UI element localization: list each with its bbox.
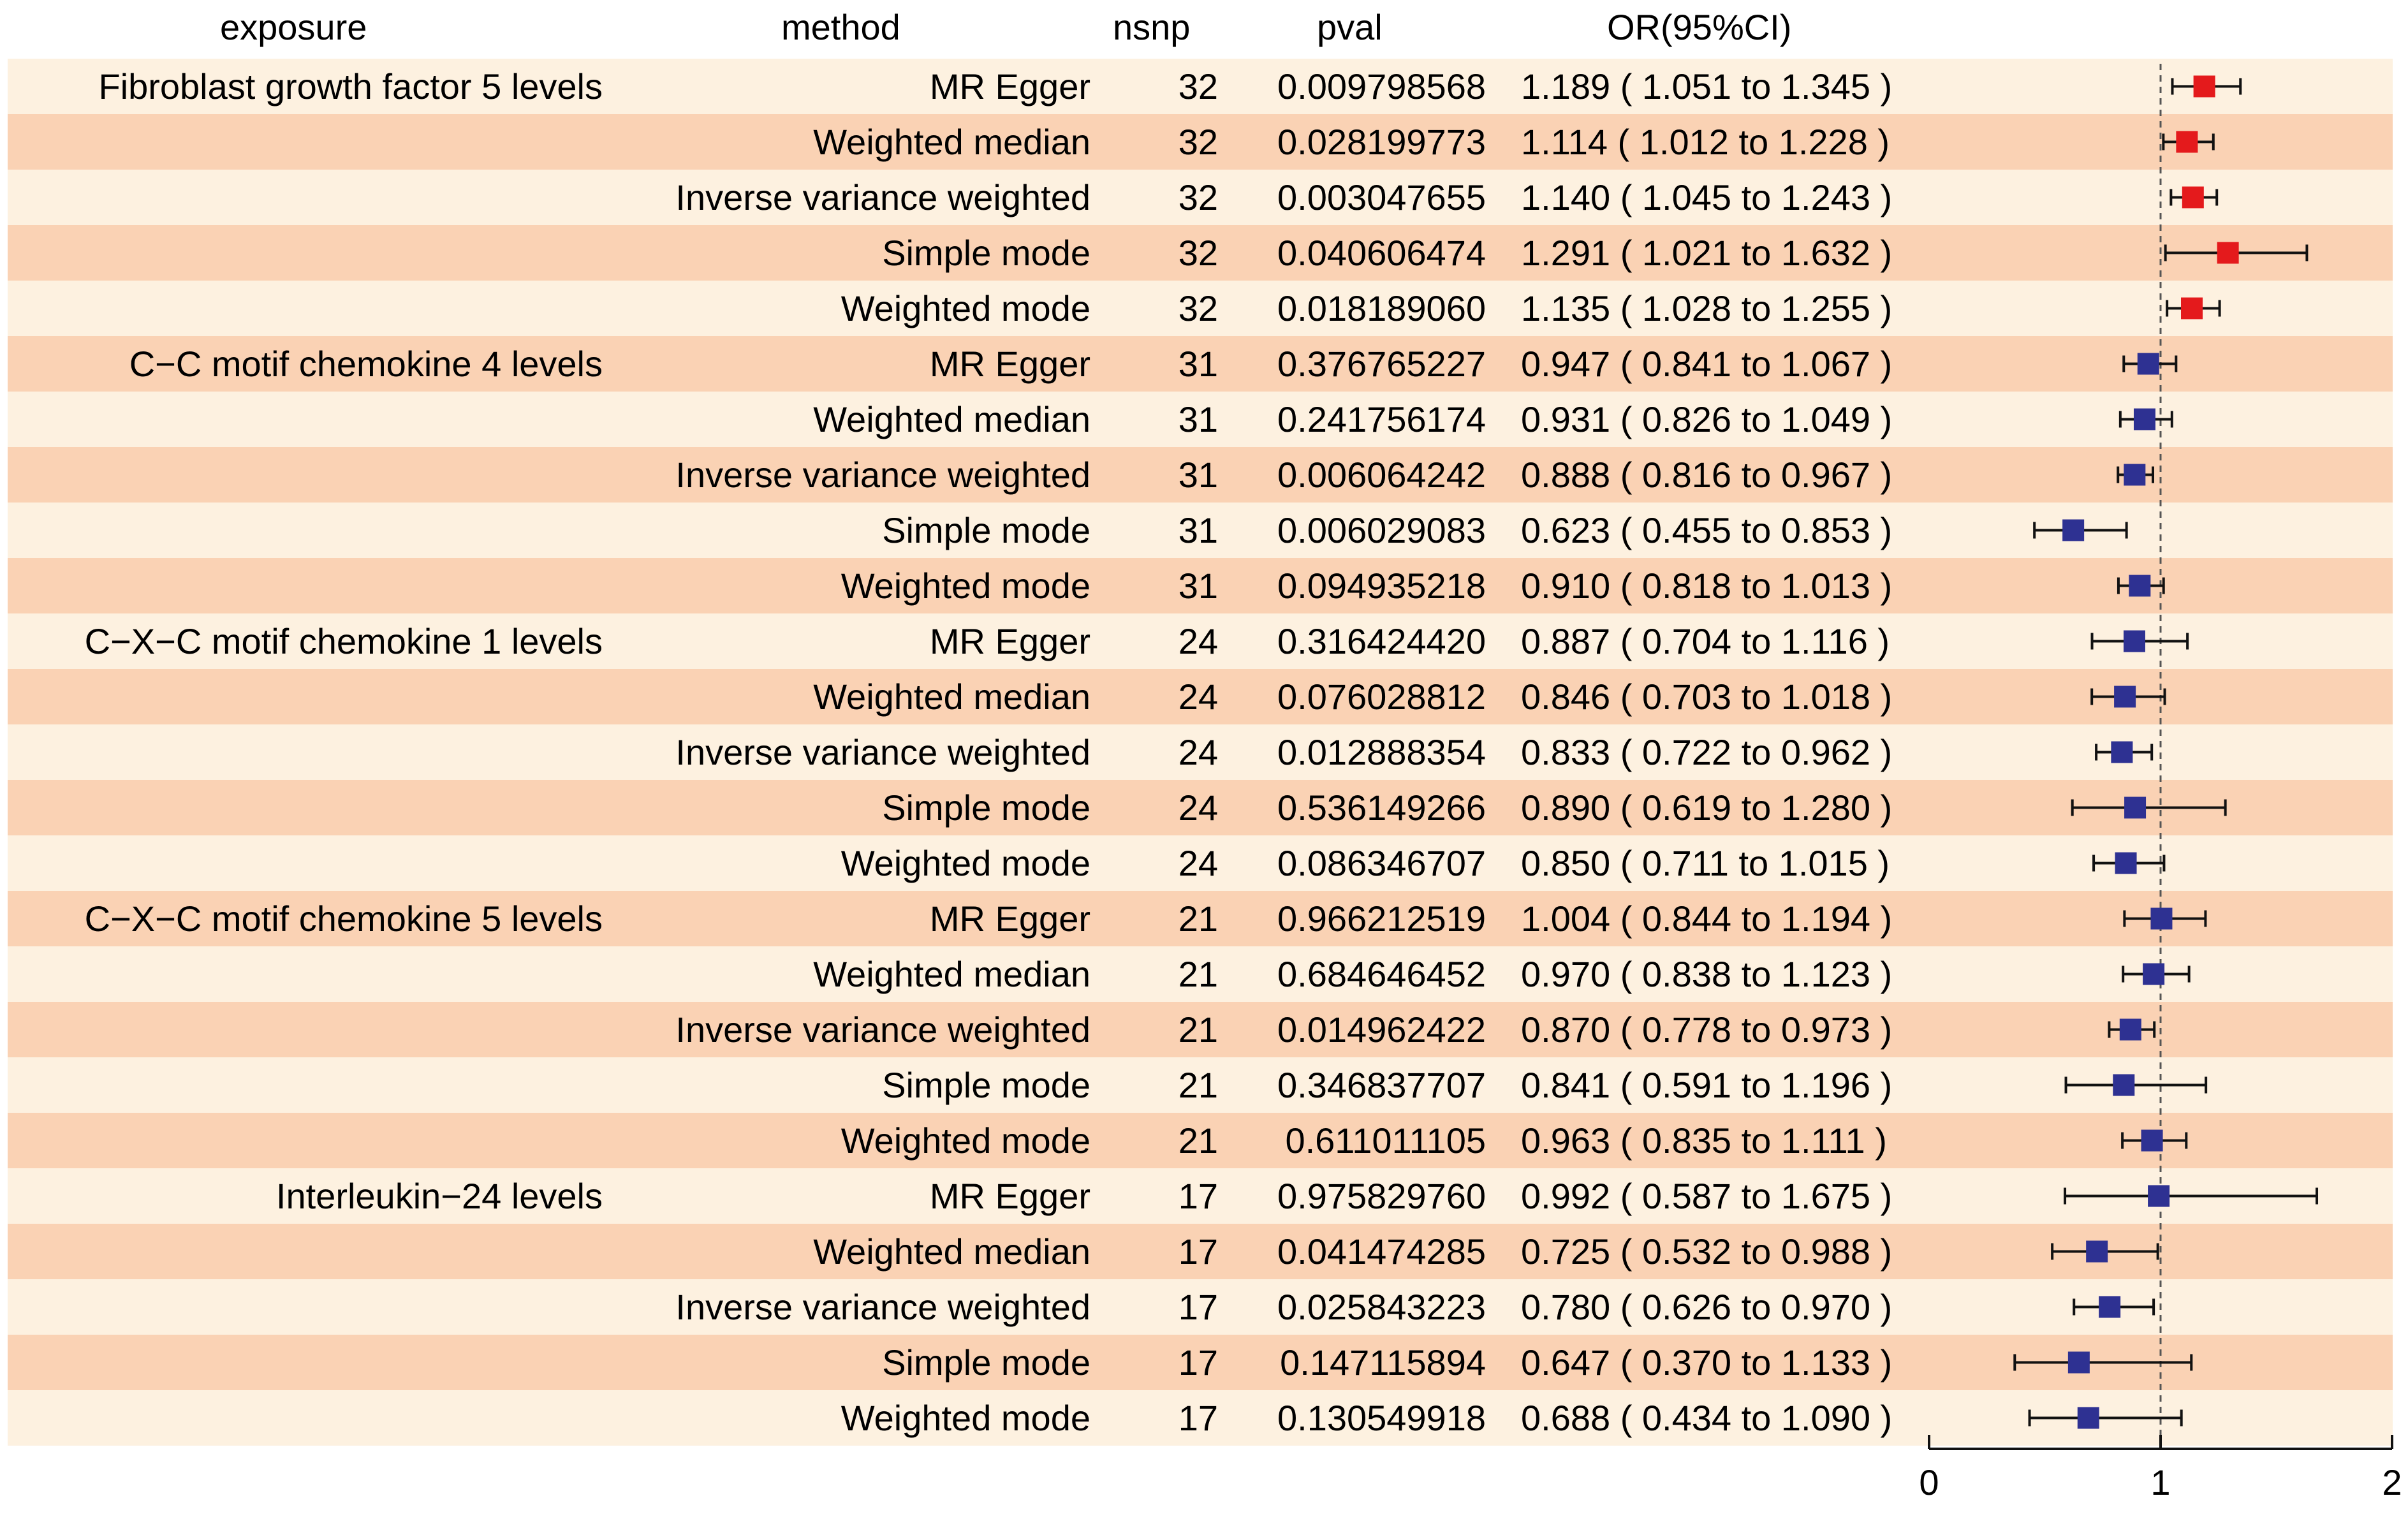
cell-nsnp: 24 <box>1178 788 1218 828</box>
cell-or-ci: 0.947 ( 0.841 to 1.067 ) <box>1521 344 1893 384</box>
cell-pval: 0.014962422 <box>1277 1009 1486 1050</box>
x-axis-tick-label: 2 <box>2382 1462 2402 1502</box>
or-point-marker <box>2086 1241 2108 1263</box>
cell-exposure: Fibroblast growth factor 5 levels <box>98 66 603 106</box>
cell-or-ci: 0.725 ( 0.532 to 0.988 ) <box>1521 1231 1893 1272</box>
cell-nsnp: 21 <box>1178 954 1218 994</box>
cell-nsnp: 21 <box>1178 1009 1218 1050</box>
header-nsnp: nsnp <box>1113 7 1191 47</box>
cell-pval: 0.040606474 <box>1277 233 1486 273</box>
or-point-marker <box>2182 187 2204 209</box>
or-point-marker <box>2141 1130 2163 1152</box>
cell-or-ci: 1.291 ( 1.021 to 1.632 ) <box>1521 233 1893 273</box>
cell-method: Weighted median <box>813 677 1090 717</box>
or-point-marker <box>2181 298 2203 319</box>
cell-nsnp: 17 <box>1178 1176 1218 1216</box>
cell-method: Weighted mode <box>841 566 1090 606</box>
cell-pval: 0.076028812 <box>1277 677 1486 717</box>
cell-pval: 0.009798568 <box>1277 66 1486 106</box>
or-point-marker <box>2124 631 2145 652</box>
cell-or-ci: 0.931 ( 0.826 to 1.049 ) <box>1521 399 1893 439</box>
cell-pval: 0.086346707 <box>1277 843 1486 883</box>
cell-pval: 0.094935218 <box>1277 566 1486 606</box>
or-point-marker <box>2115 853 2137 874</box>
cell-exposure: C−X−C motif chemokine 5 levels <box>84 899 603 939</box>
cell-or-ci: 1.189 ( 1.051 to 1.345 ) <box>1521 66 1893 106</box>
or-point-marker <box>2114 686 2136 708</box>
cell-nsnp: 17 <box>1178 1231 1218 1272</box>
cell-method: Weighted mode <box>841 843 1090 883</box>
cell-or-ci: 0.780 ( 0.626 to 0.970 ) <box>1521 1287 1893 1327</box>
cell-nsnp: 32 <box>1178 288 1218 328</box>
cell-method: Inverse variance weighted <box>675 1287 1090 1327</box>
cell-pval: 0.130549918 <box>1277 1398 1486 1438</box>
header-method: method <box>781 7 900 47</box>
cell-exposure: C−C motif chemokine 4 levels <box>129 344 603 384</box>
cell-pval: 0.316424420 <box>1277 621 1486 661</box>
cell-method: Weighted mode <box>841 1120 1090 1161</box>
cell-pval: 0.147115894 <box>1280 1342 1486 1383</box>
or-point-marker <box>2129 575 2150 597</box>
cell-nsnp: 32 <box>1178 233 1218 273</box>
or-point-marker <box>2217 242 2239 264</box>
or-point-marker <box>2176 131 2198 153</box>
cell-pval: 0.684646452 <box>1277 954 1486 994</box>
ci-whisker <box>2065 1188 2317 1205</box>
x-axis-tick-label: 1 <box>2150 1462 2171 1502</box>
cell-pval: 0.966212519 <box>1277 899 1486 939</box>
cell-method: Inverse variance weighted <box>675 732 1090 772</box>
cell-pval: 0.611011105 <box>1285 1120 1486 1161</box>
cell-method: Simple mode <box>882 788 1090 828</box>
or-point-marker <box>2113 1075 2134 1096</box>
cell-method: MR Egger <box>929 1176 1090 1216</box>
cell-pval: 0.041474285 <box>1277 1231 1486 1272</box>
or-point-marker <box>2138 353 2159 375</box>
cell-nsnp: 24 <box>1178 732 1218 772</box>
cell-method: Inverse variance weighted <box>675 1009 1090 1050</box>
header-or: OR(95%CI) <box>1607 7 1792 47</box>
cell-method: MR Egger <box>929 621 1090 661</box>
or-point-marker <box>2134 409 2155 430</box>
cell-method: Simple mode <box>882 233 1090 273</box>
cell-nsnp: 17 <box>1178 1342 1218 1383</box>
cell-or-ci: 0.887 ( 0.704 to 1.116 ) <box>1521 621 1890 661</box>
or-point-marker <box>2062 520 2084 541</box>
cell-nsnp: 24 <box>1178 843 1218 883</box>
x-axis-tick-label: 0 <box>1919 1462 1939 1502</box>
cell-or-ci: 0.833 ( 0.722 to 0.962 ) <box>1521 732 1893 772</box>
cell-nsnp: 24 <box>1178 621 1218 661</box>
cell-method: Weighted mode <box>841 1398 1090 1438</box>
cell-exposure: Interleukin−24 levels <box>275 1176 603 1216</box>
cell-pval: 0.975829760 <box>1277 1176 1486 1216</box>
cell-or-ci: 1.135 ( 1.028 to 1.255 ) <box>1521 288 1893 328</box>
or-point-marker <box>2150 908 2172 930</box>
cell-pval: 0.536149266 <box>1277 788 1486 828</box>
cell-nsnp: 32 <box>1178 122 1218 162</box>
cell-or-ci: 0.910 ( 0.818 to 1.013 ) <box>1521 566 1893 606</box>
cell-nsnp: 21 <box>1178 1065 1218 1105</box>
cell-method: Weighted median <box>813 954 1090 994</box>
cell-method: MR Egger <box>929 899 1090 939</box>
or-point-marker <box>2148 1185 2169 1207</box>
cell-pval: 0.006064242 <box>1277 455 1486 495</box>
cell-nsnp: 32 <box>1178 66 1218 106</box>
cell-or-ci: 0.841 ( 0.591 to 1.196 ) <box>1521 1065 1893 1105</box>
or-point-marker <box>2120 1019 2141 1041</box>
or-point-marker <box>2143 964 2164 985</box>
cell-method: MR Egger <box>929 344 1090 384</box>
cell-nsnp: 31 <box>1178 566 1218 606</box>
cell-or-ci: 0.647 ( 0.370 to 1.133 ) <box>1521 1342 1893 1383</box>
cell-method: Weighted mode <box>841 288 1090 328</box>
cell-nsnp: 24 <box>1178 677 1218 717</box>
cell-method: Simple mode <box>882 1342 1090 1383</box>
cell-or-ci: 0.688 ( 0.434 to 1.090 ) <box>1521 1398 1893 1438</box>
cell-pval: 0.018189060 <box>1277 288 1486 328</box>
cell-method: Weighted median <box>813 122 1090 162</box>
cell-method: Simple mode <box>882 1065 1090 1105</box>
cell-pval: 0.003047655 <box>1277 177 1486 217</box>
cell-method: Weighted median <box>813 1231 1090 1272</box>
cell-nsnp: 31 <box>1178 510 1218 550</box>
ci-whisker <box>2073 800 2226 816</box>
or-point-marker <box>2194 76 2215 98</box>
or-point-marker <box>2124 464 2145 486</box>
cell-method: Inverse variance weighted <box>675 177 1090 217</box>
cell-pval: 0.346837707 <box>1277 1065 1486 1105</box>
or-point-marker <box>2124 797 2146 819</box>
or-point-marker <box>2099 1296 2120 1318</box>
cell-or-ci: 0.888 ( 0.816 to 0.967 ) <box>1521 455 1893 495</box>
cell-pval: 0.006029083 <box>1277 510 1486 550</box>
ci-whisker <box>2066 1077 2206 1094</box>
cell-or-ci: 0.890 ( 0.619 to 1.280 ) <box>1521 788 1893 828</box>
or-point-marker <box>2111 742 2133 763</box>
or-point-marker <box>2068 1352 2090 1374</box>
ci-whisker <box>2030 1410 2182 1427</box>
header-exposure: exposure <box>220 7 367 47</box>
cell-or-ci: 0.623 ( 0.455 to 0.853 ) <box>1521 510 1893 550</box>
cell-nsnp: 31 <box>1178 455 1218 495</box>
cell-nsnp: 31 <box>1178 344 1218 384</box>
cell-method: Weighted median <box>813 399 1090 439</box>
header-pval: pval <box>1317 7 1383 47</box>
cell-nsnp: 21 <box>1178 899 1218 939</box>
or-point-marker <box>2078 1407 2099 1429</box>
cell-or-ci: 0.970 ( 0.838 to 1.123 ) <box>1521 954 1893 994</box>
cell-exposure: C−X−C motif chemokine 1 levels <box>84 621 603 661</box>
cell-nsnp: 31 <box>1178 399 1218 439</box>
cell-nsnp: 17 <box>1178 1398 1218 1438</box>
cell-pval: 0.025843223 <box>1277 1287 1486 1327</box>
cell-or-ci: 0.963 ( 0.835 to 1.111 ) <box>1521 1120 1887 1161</box>
cell-or-ci: 1.114 ( 1.012 to 1.228 ) <box>1521 122 1890 162</box>
cell-nsnp: 21 <box>1178 1120 1218 1161</box>
cell-method: Inverse variance weighted <box>675 455 1090 495</box>
cell-or-ci: 0.850 ( 0.711 to 1.015 ) <box>1521 843 1890 883</box>
cell-pval: 0.241756174 <box>1277 399 1486 439</box>
cell-method: MR Egger <box>929 66 1090 106</box>
cell-nsnp: 32 <box>1178 177 1218 217</box>
ci-whisker <box>2015 1354 2191 1371</box>
cell-or-ci: 0.992 ( 0.587 to 1.675 ) <box>1521 1176 1893 1216</box>
cell-pval: 0.028199773 <box>1277 122 1486 162</box>
cell-pval: 0.012888354 <box>1277 732 1486 772</box>
cell-or-ci: 0.846 ( 0.703 to 1.018 ) <box>1521 677 1893 717</box>
cell-pval: 0.376765227 <box>1277 344 1486 384</box>
cell-nsnp: 17 <box>1178 1287 1218 1327</box>
cell-or-ci: 1.004 ( 0.844 to 1.194 ) <box>1521 899 1893 939</box>
cell-method: Simple mode <box>882 510 1090 550</box>
cell-or-ci: 0.870 ( 0.778 to 0.973 ) <box>1521 1009 1893 1050</box>
cell-or-ci: 1.140 ( 1.045 to 1.243 ) <box>1521 177 1893 217</box>
